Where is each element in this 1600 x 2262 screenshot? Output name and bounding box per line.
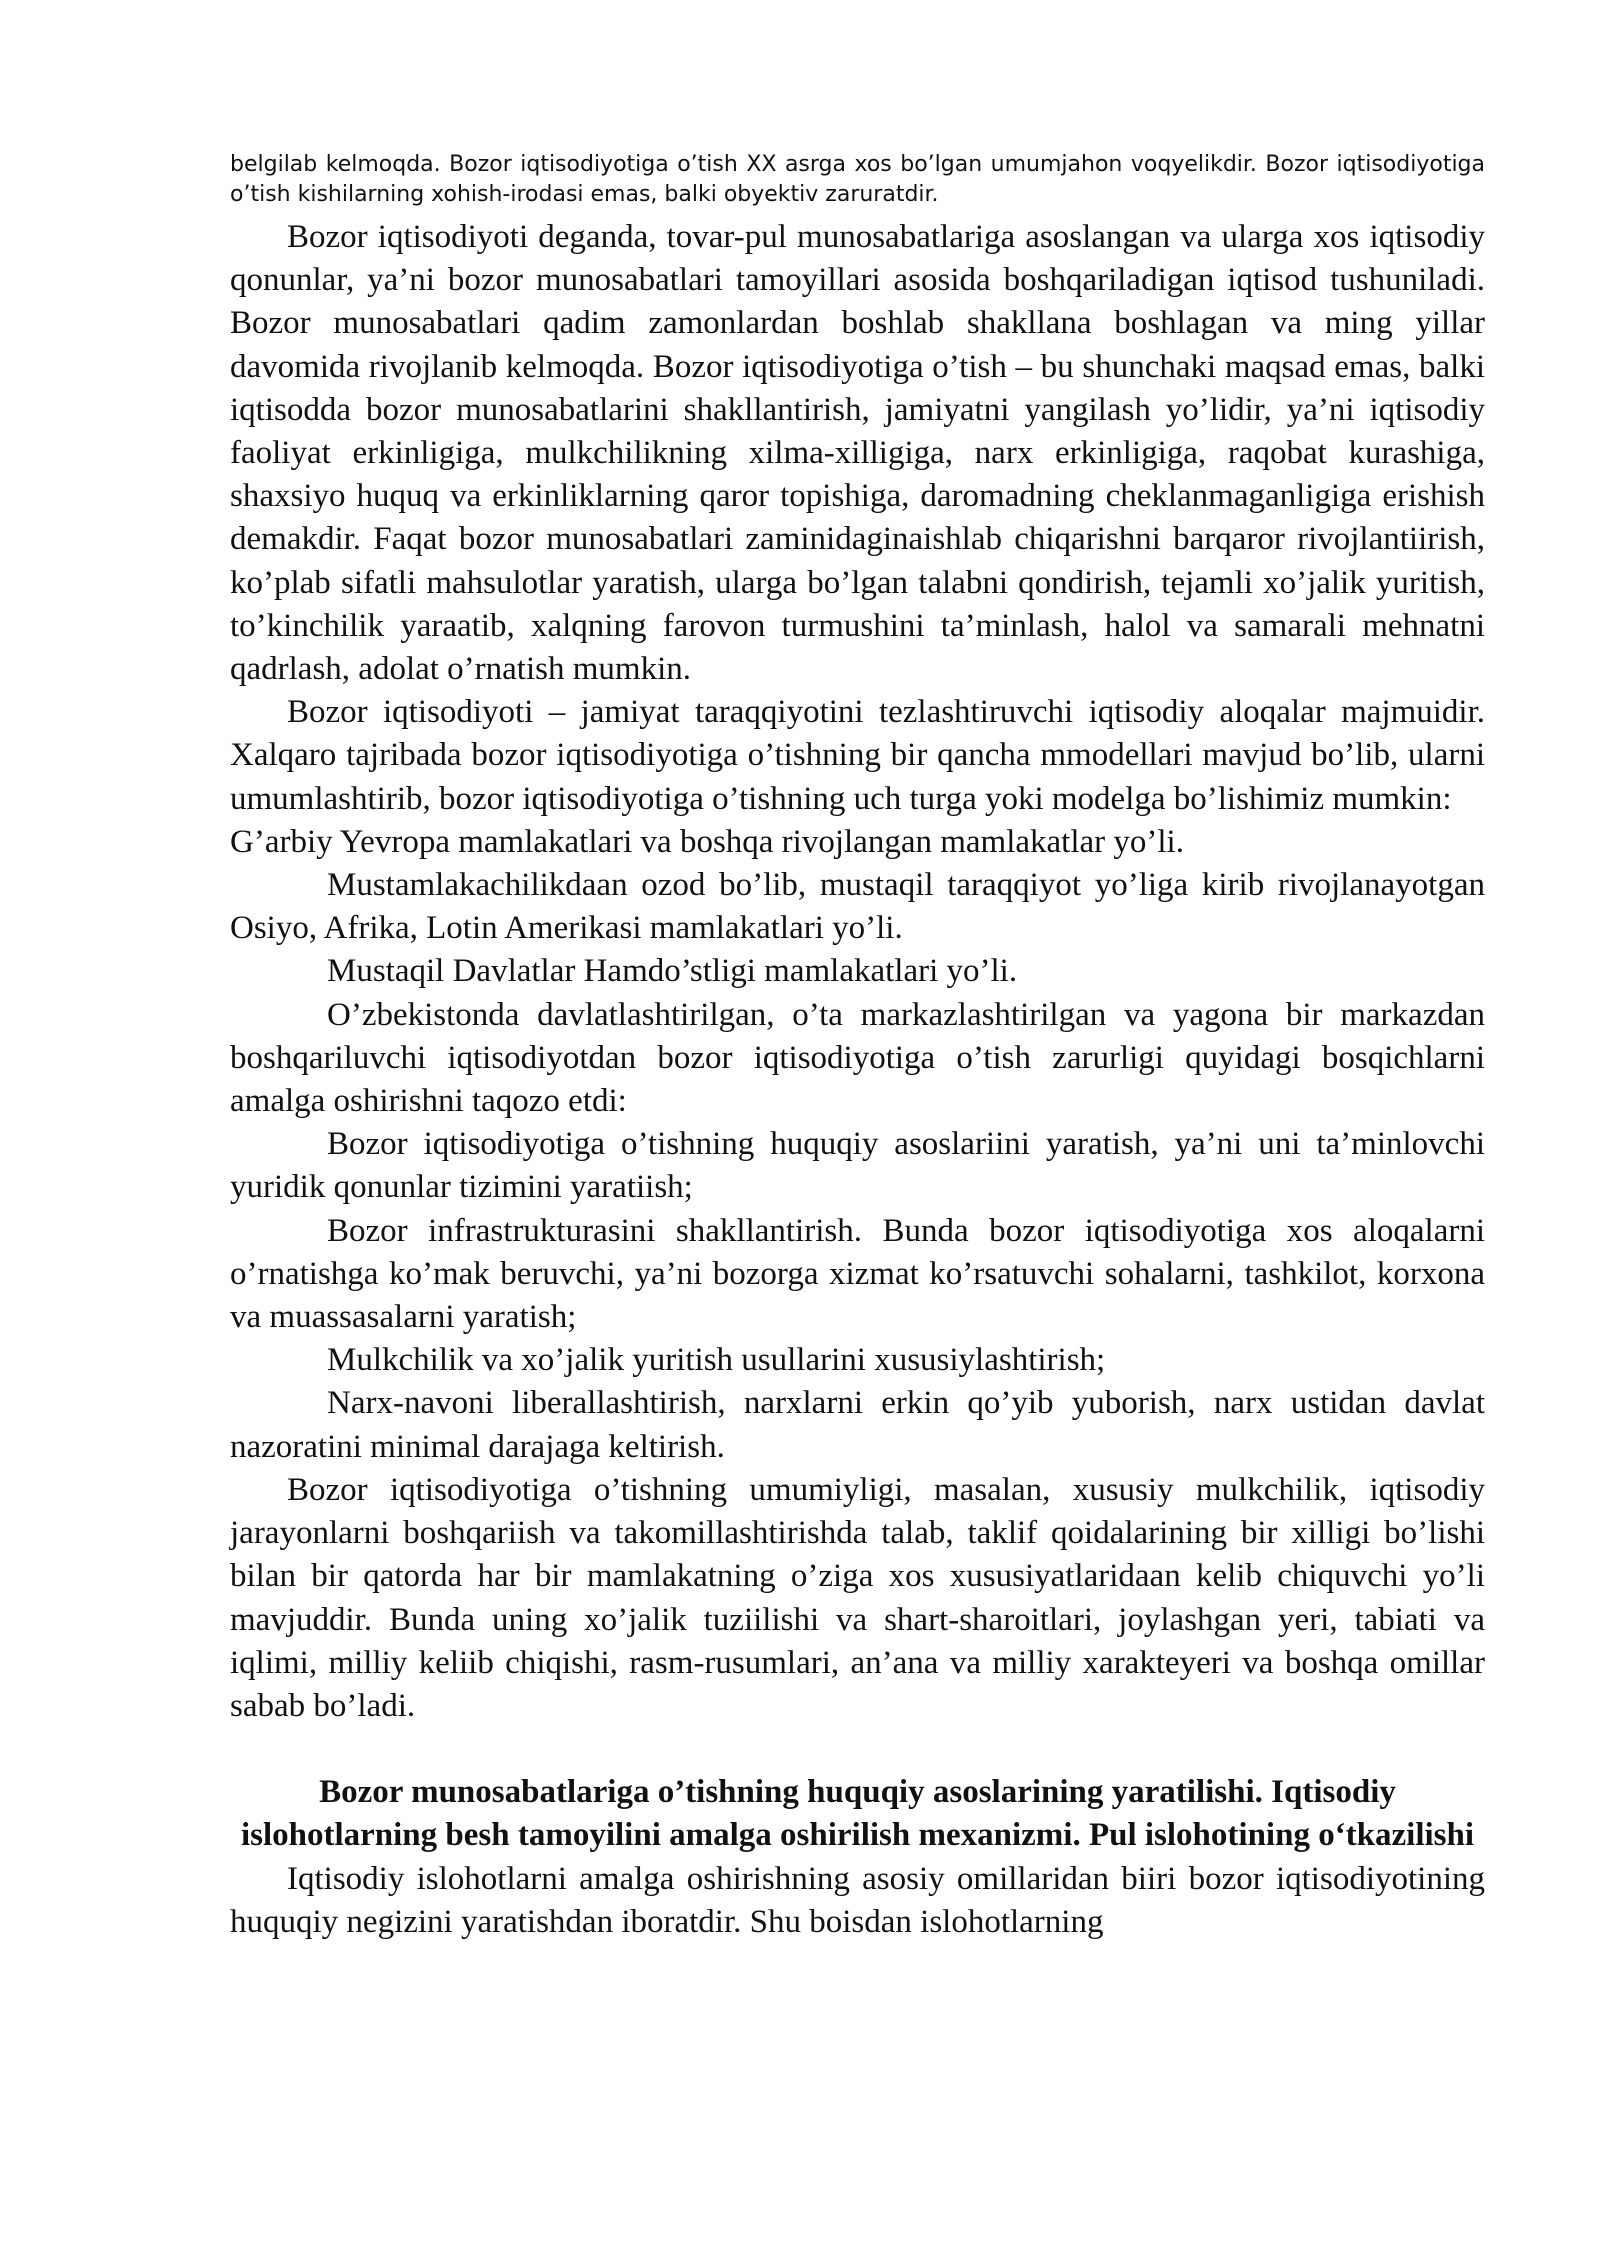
document-page [230,150,1485,1944]
paragraph-stage-privatization: Mulkchilik va xo’jalik yuritish usullarini xususiylashtirish; [327,1342,1106,1379]
paragraph-model-developing-countries: Mustamlakachilikdaan ozod bo’lib, mustaqil taraqqiyot yo’liga kirib rivojlanayotgan Osiyo, Afrika, Lotin Amerikasi mamlakatlari yo’li. [230,867,1485,947]
paragraph-stage-price-liberalization: Narx-navoni liberallashtirish, narxlarni erkin qo’yib yuborish, narx ustidan davlat nazoratini minimal darajaga keltirish. [230,1385,1485,1465]
paragraph-market-economy-definition: Bozor iqtisodiyoti deganda, tovar-pul munosabatlariga asoslangan va ularga xos iqtisodiy qonunlar, ya’ni bozor munosabatlari tamoyillari asosida boshqariladigan iqtisod tushuniladi. Bozor munosabatlari qadim zamonlardan boshlab shakllana boshlagan va ming yillar davomida rivojlanib kelmoqda. Bozor iqtisodiyotiga o’tish – bu shunchaki maqsad emas, balki iqtisodda bozor munosabatlarini shakllantirish, jamiyatni yangilash yo’lidir, ya’ni iqtisodiy faoliyat erkinligiga, mulkchilikning xilma-xilligiga, narx erkinligiga, raqobat kurashiga, shaxsiyo huquq va erkinliklarning qaror topishiga, daromadning cheklanmaganligiga erishish demakdir. Faqat bozor munosabatlari zaminidaginaishlab chiqarishni barqaror rivojlantiirish, ko’plab sifatli mahsulotlar yaratish, ularga bo’lgan talabni qondirish, tejamli xo’jalik yuritish, to’kinchilik yaraatib, xalqning farovon turmushini ta’minlash, halol va samarali mehnatni qadrlash, adolat o’rnatish mumkin. [230,219,1485,688]
paragraph-model-western-europe: G’arbiy Yevropa mamlakatlari va boshqa rivojlangan mamlakatlar yo’li. [230,823,1184,860]
intro-paragraph: belgilab kelmoqda. Bozor iqtisodiyotiga o’tish XX asrga xos bo’lgan umumjahon voqyelikdir. Bozor iqtisodiyotiga o’tish kishilarning xohish-irodasi emas, balki obyektiv zaruratdir. [230,152,1485,207]
section-heading: Bozor munosabatlariga o’tishning huquqiy asoslarining yaratilishi. Iqtisodiy islohotlarning besh tamoyilini amalga oshirilish mexanizmi. Pul islohotining o‘tkazilishi [240,1774,1475,1854]
paragraph-transition-models: Bozor iqtisodiyoti – jamiyat taraqqiyotini tezlashtiruvchi iqtisodiy aloqalar majmuidir. Xalqaro tajribada bozor iqtisodiyotiga o’tishning bir qancha mmodellari mavjud bo’lib, ularni umumlashtirib, bozor iqtisodiyotiga o’tishning uch turga yoki modelga bo’lishimiz mumkin: [230,694,1485,817]
paragraph-reforms-legal-basis: Iqtisodiy islohotlarni amalga oshirishning asosiy omillaridan biiri bozor iqtisodiyotining huquqiy negizini yaratishdan iboratdir. Shu boisdan islohotlarning [230,1860,1485,1940]
paragraph-transition-features: Bozor iqtisodiyotiga o’tishning umumiyligi, masalan, xususiy mulkchilik, iqtisodiy jarayonlarni boshqariish va takomillashtirishda talab, taklif qoidalarining bir xilligi bo’lishi bilan bir qatorda har bir mamlakatning o’ziga xos xususiyatlaridaan kelib chiquvchi yo’li mavjuddir. Bunda uning xo’jalik tuziilishi va shart-sharoitlari, joylashgan yeri, tabiati va iqlimi, milliy keliib chiqishi, rasm-rusumlari, an’ana va milliy xarakteyeri va boshqa omillar sabab bo’ladi. [230,1471,1485,1724]
paragraph-stage-legal-basis: Bozor iqtisodiyotiga o’tishning huquqiy asoslariini yaratish, ya’ni uni ta’minlovchi yuridik qonunlar tizimini yaratiish; [230,1126,1485,1206]
paragraph-uzbekistan-stages: O’zbekistonda davlatlashtirilgan, o’ta markazlashtirilgan va yagona bir markazdan boshqariluvchi iqtisodiyotdan bozor iqtisodiyotiga o’tish zarurligi quyidagi bosqichlarni amalga oshirishni taqozo etdi: [230,996,1485,1120]
paragraph-stage-infrastructure: Bozor infrastrukturasini shakllantirish. Bunda bozor iqtisodiyotiga xos aloqalarni o’rnatishga ko’mak beruvchi, ya’ni bozorga xizmat ko’rsatuvchi sohalarni, tashkilot, korxona va muassasalarni yaratish; [230,1212,1485,1336]
paragraph-model-cis: Mustaqil Davlatlar Hamdo’stligi mamlakatlari yo’li. [327,953,1018,990]
